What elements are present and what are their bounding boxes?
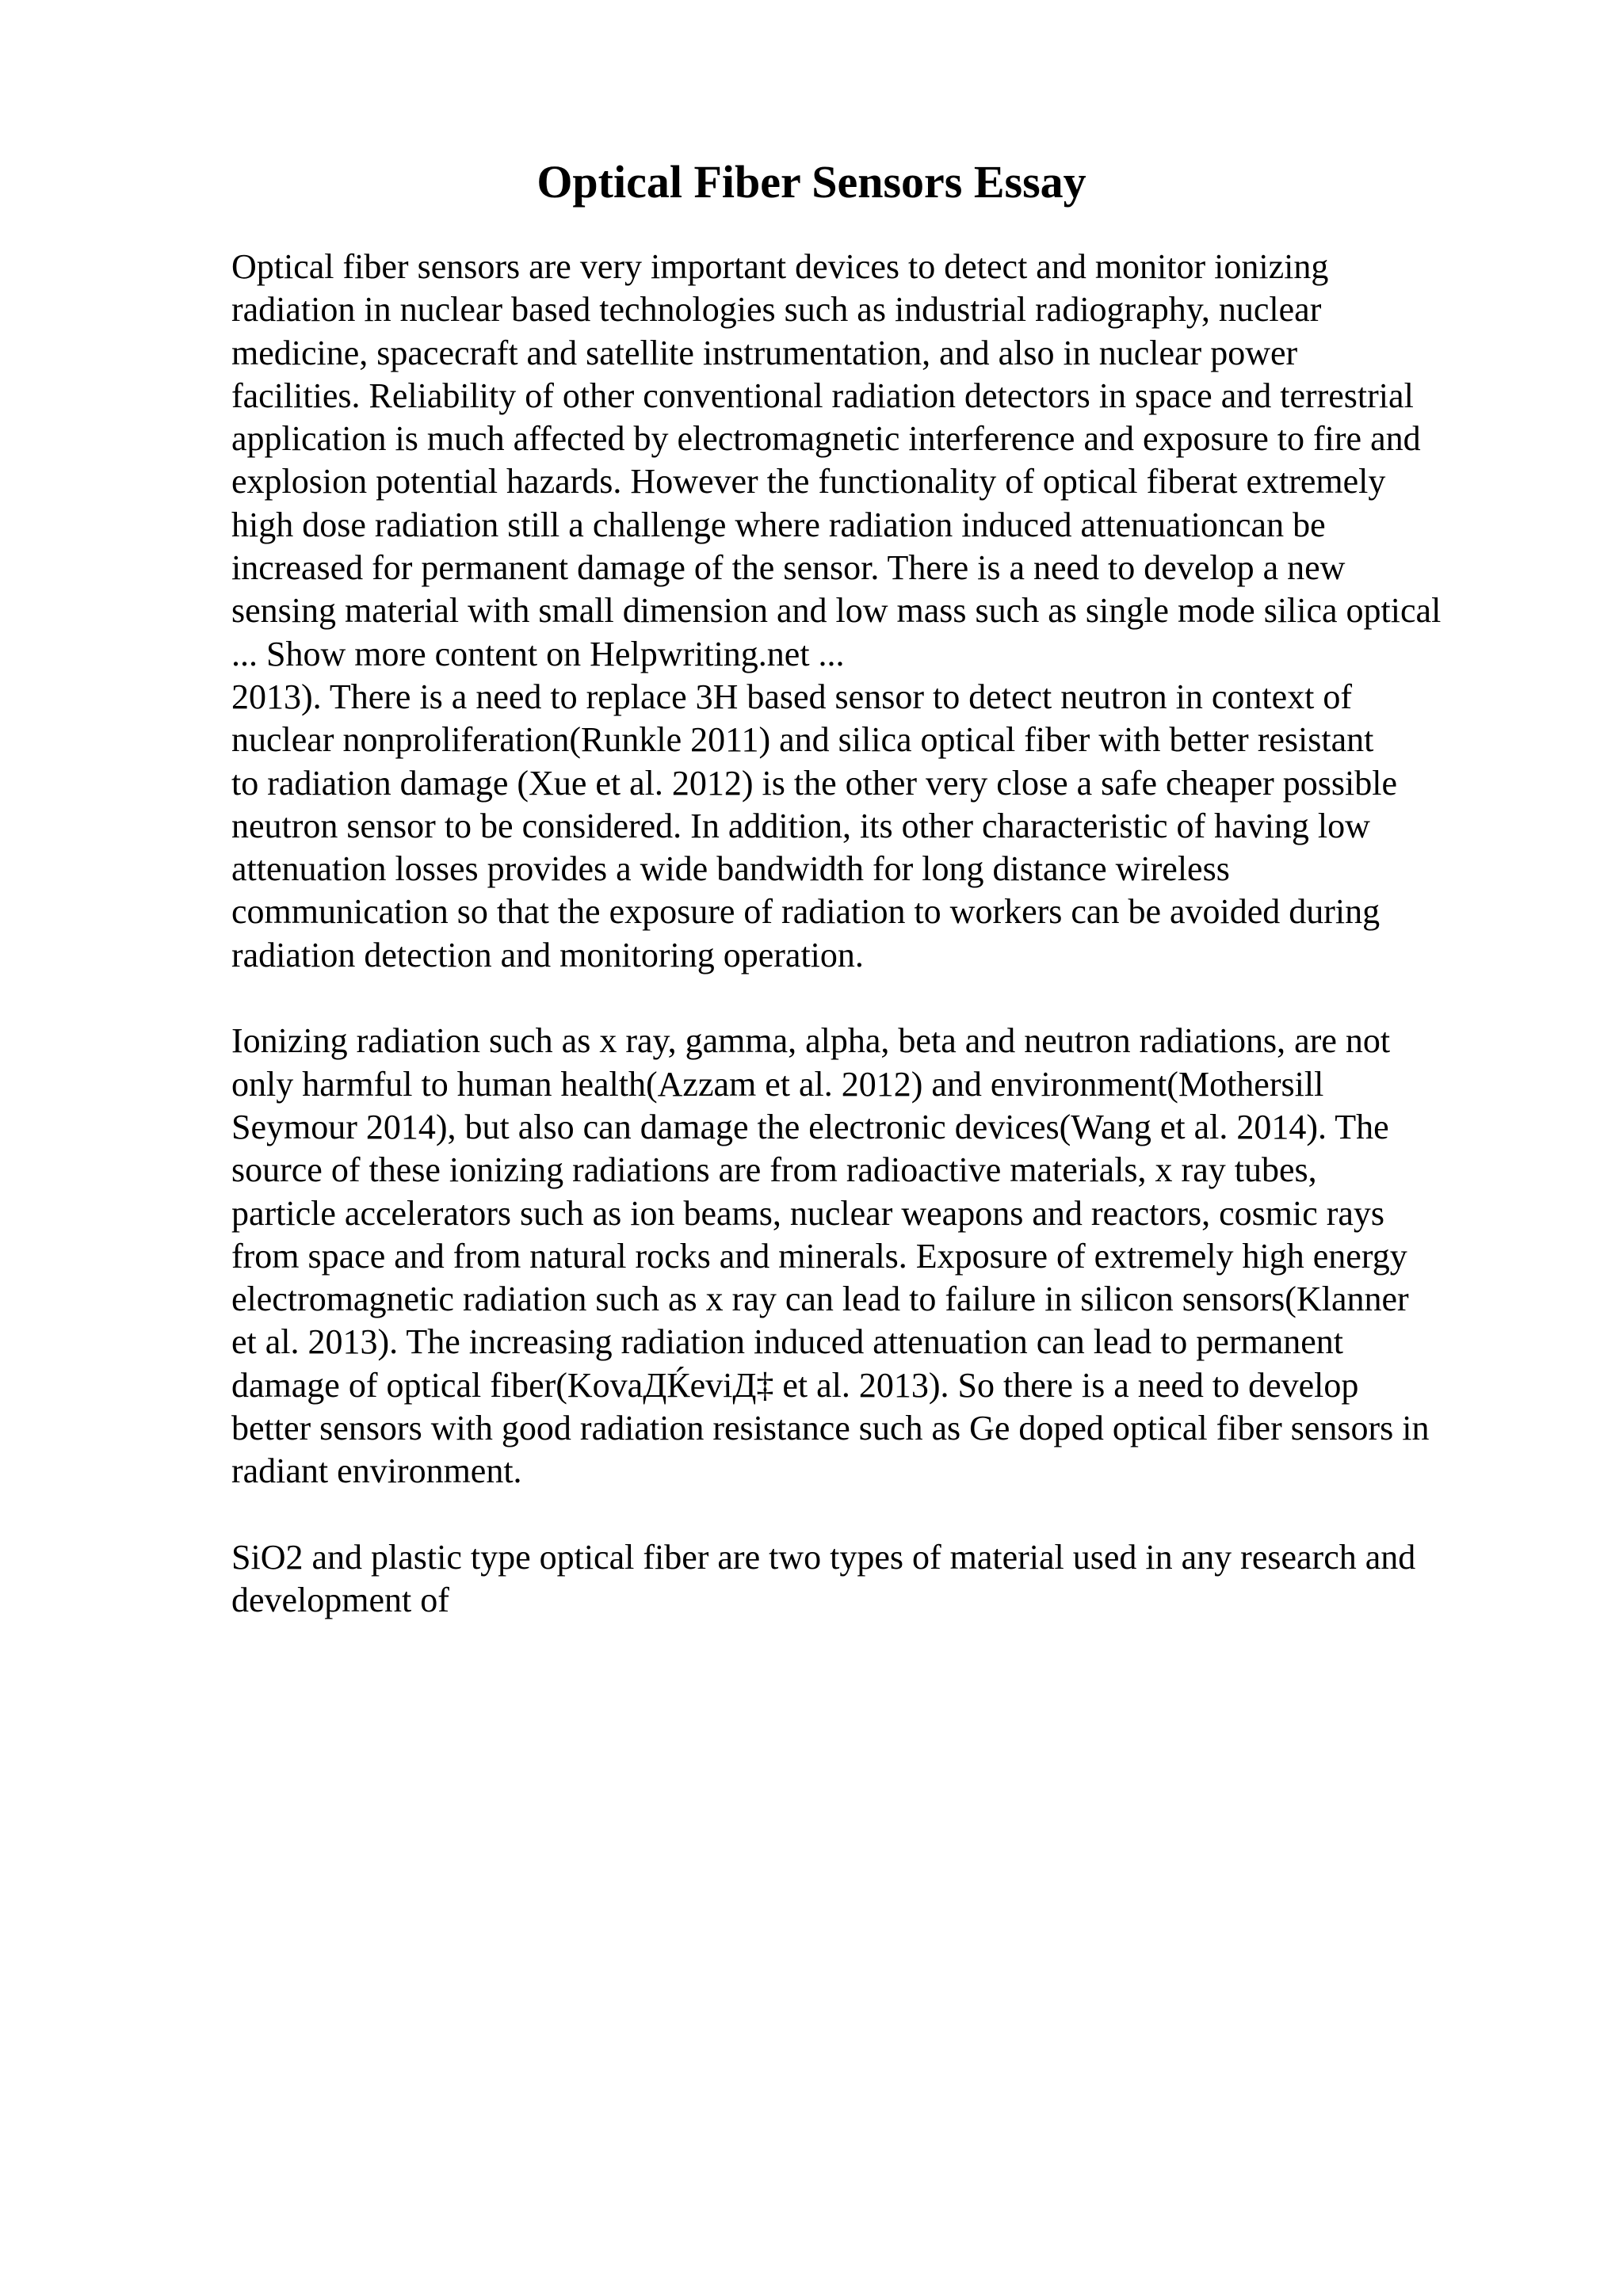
text-line: increased for permanent damage of the sensor. There is a need to develop a new [231,548,1346,588]
text-line: sensing material with small dimension and low mass such as single mode silica optical [231,591,1442,631]
text-line: facilities. Reliability of other conventional radiation detectors in space and terrestrial [231,376,1414,415]
text-line: Optical fiber sensors are very important devices to detect and monitor ionizing [231,247,1329,286]
text-line: medicine, spacecraft and satellite instrumentation, and also in nuclear power [231,333,1298,372]
text-line: SiO2 and plastic type optical fiber are two types of material used in any research and [231,1537,1416,1577]
text-line: Ionizing radiation such as x ray, gamma, alpha, beta and neutron radiations, are not [231,1021,1391,1061]
text-line: communication so that the exposure of radiation to workers can be avoided during [231,892,1381,932]
text-line: to radiation damage (Xue et al. 2012) is the other very close a safe cheaper possible [231,763,1397,803]
essay-body [231,246,1594,1623]
paragraph-intro [231,246,1594,633]
text-line: development of [231,1581,449,1620]
paragraph-ionizing-radiation [231,1020,1594,1493]
text-line: better sensors with good radiation resistance such as Ge doped optical fiber sensors in [231,1409,1430,1448]
text-line: damage of optical fiber(KovaДЌeviД‡ et al. 2013). So there is a need to develop [231,1365,1359,1405]
text-line: radiation in nuclear based technologies such as industrial radiography, nuclear [231,290,1322,330]
text-line: from space and from natural rocks and minerals. Exposure of extremely high energy [231,1236,1407,1276]
paragraph-gap [231,1493,1594,1536]
text-line: radiant environment. [231,1451,522,1491]
text-line: neutron sensor to be considered. In addition, its other characteristic of having low [231,806,1370,845]
text-line: application is much affected by electromagnetic interference and exposure to fire and [231,419,1421,459]
show-more-link[interactable]: ... Show more content on Helpwriting.net ... [231,634,845,673]
text-line: attenuation losses provides a wide bandwidth for long distance wireless [231,849,1230,889]
paragraph-continued [231,676,1594,977]
text-line: radiation detection and monitoring operation. [231,935,864,974]
text-line: 2013). There is a need to replace 3H based sensor to detect neutron in context of [231,677,1353,716]
text-line: explosion potential hazards. However the functionality of optical fiberat extremely [231,462,1386,502]
text-line: high dose radiation still a challenge where radiation induced attenuationcan be [231,505,1326,544]
text-line: electromagnetic radiation such as x ray can lead to failure in silicon sensors(Klanner [231,1280,1409,1319]
text-line: only harmful to human health(Azzam et al. 2012) and environment(Mothersill [231,1064,1324,1104]
text-line: nuclear nonproliferation(Runkle 2011) and silica optical fiber with better resistant [231,720,1374,760]
text-line: et al. 2013). The increasing radiation induced attenuation can lead to permanent [231,1322,1343,1362]
paragraph-gap [231,977,1594,1020]
page-title: Optical Fiber Sensors Essay [537,156,1086,208]
text-line: source of these ionizing radiations are from radioactive materials, x ray tubes, [231,1150,1317,1190]
text-line: particle accelerators such as ion beams, nuclear weapons and reactors, cosmic rays [231,1193,1385,1233]
text-line: Seymour 2014), but also can damage the electronic devices(Wang et al. 2014). The [231,1107,1389,1146]
paragraph-materials [231,1536,1594,1623]
